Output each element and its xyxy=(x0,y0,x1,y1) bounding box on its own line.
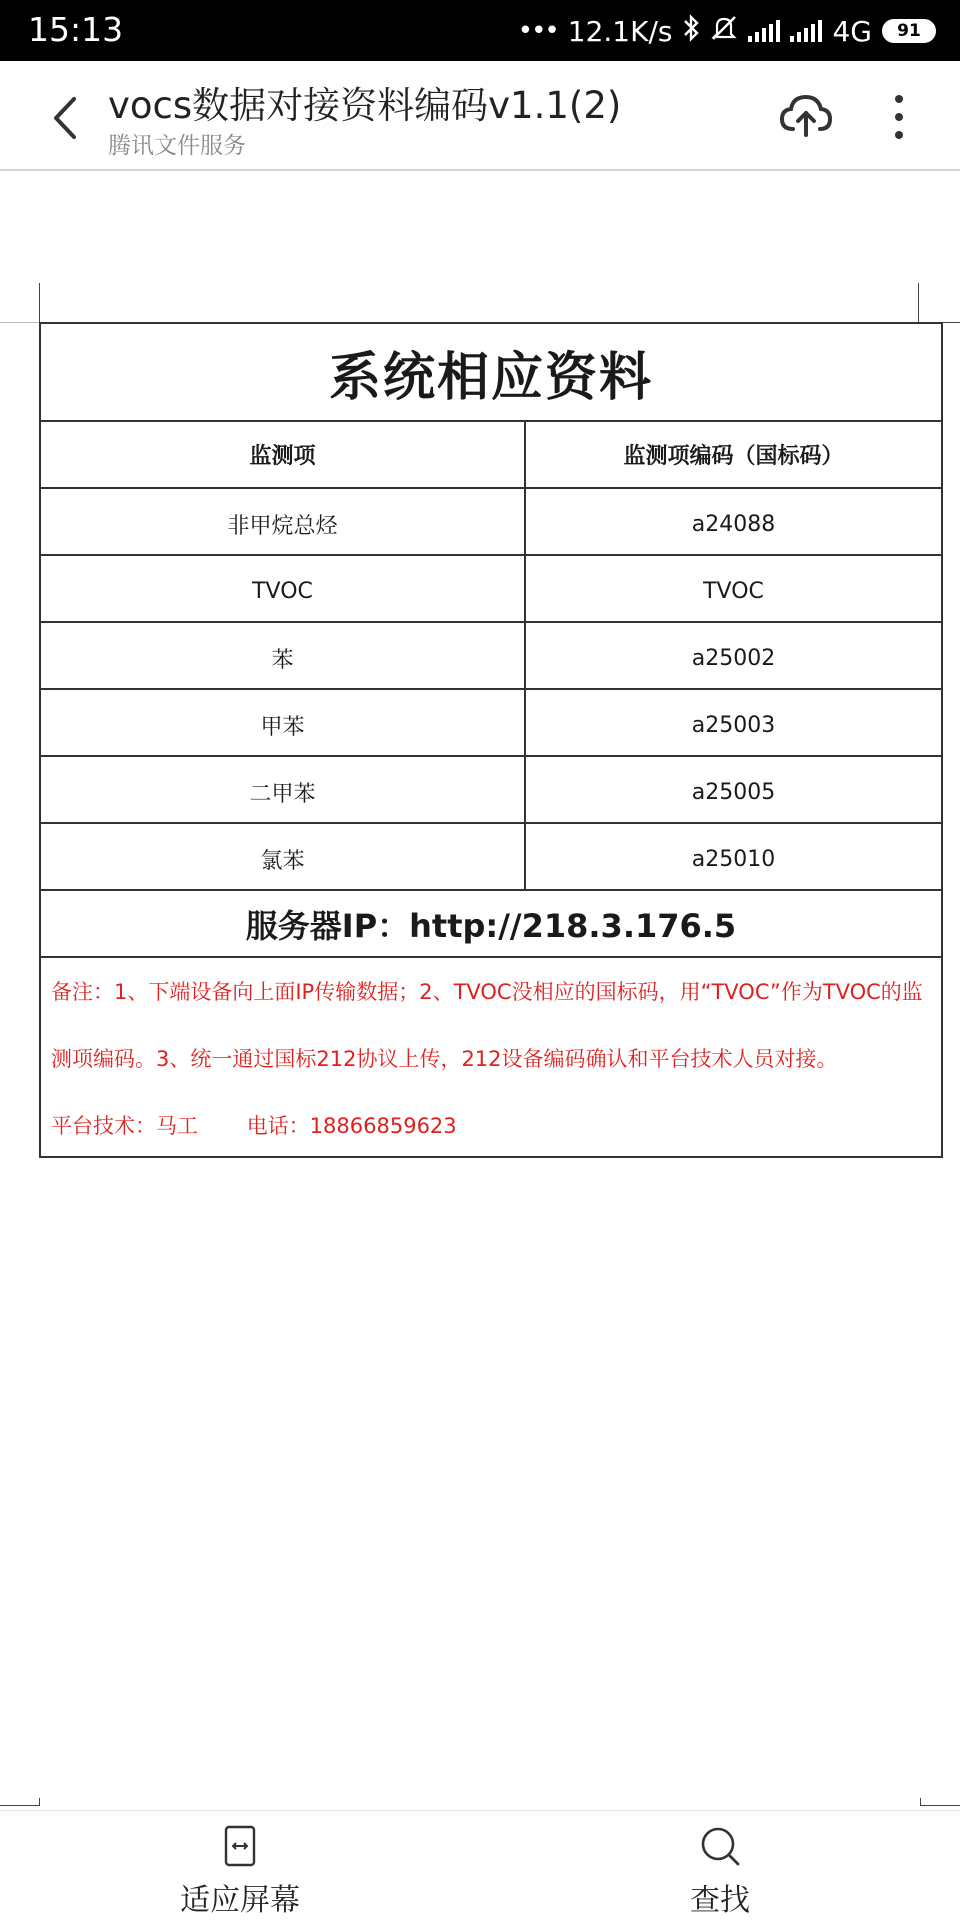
header-code: 监测项编码（国标码） xyxy=(525,421,942,488)
document-table xyxy=(39,322,943,1158)
signal-icon xyxy=(748,20,780,42)
network-type: 4G xyxy=(832,14,872,48)
row-item: 氯苯 xyxy=(40,823,525,890)
battery-icon: 91 xyxy=(882,19,936,43)
notes-row xyxy=(40,957,942,1157)
table-title-row xyxy=(40,323,942,421)
cloud-upload-icon[interactable] xyxy=(778,89,834,143)
page-edge-right xyxy=(918,283,919,323)
row-code: TVOC xyxy=(525,555,942,622)
row-code: a25005 xyxy=(525,756,942,823)
row-code: a25010 xyxy=(525,823,942,890)
contact-phone: 电话：18866859623 xyxy=(246,1114,457,1138)
table-row xyxy=(40,823,942,890)
table-title: 系统相应资料 xyxy=(40,323,942,421)
app-bar xyxy=(0,61,960,171)
row-code: a25002 xyxy=(525,622,942,689)
table-row xyxy=(40,689,942,756)
server-row xyxy=(40,890,942,957)
search-button[interactable] xyxy=(620,1811,820,1920)
search-icon xyxy=(699,1825,741,1867)
page-edge-top-left xyxy=(0,322,39,323)
document-title: vocs数据对接资料编码v1.1(2) xyxy=(108,84,622,127)
row-code: a24088 xyxy=(525,488,942,555)
more-vert-icon[interactable] xyxy=(884,91,914,143)
net-speed: 12.1K/s xyxy=(567,14,673,48)
mute-alarm-icon xyxy=(710,14,738,49)
status-dots: ••• xyxy=(517,16,558,46)
row-item: 甲苯 xyxy=(40,689,525,756)
fit-screen-button[interactable] xyxy=(140,1811,340,1920)
bottom-bar xyxy=(0,1810,960,1920)
status-time: 15:13 xyxy=(28,10,124,49)
table-row xyxy=(40,488,942,555)
row-item: TVOC xyxy=(40,555,525,622)
search-label: 查找 xyxy=(690,1883,750,1918)
server-ip: 服务器IP：http://218.3.176.5 xyxy=(40,890,942,957)
page-edge-bottom-right-v xyxy=(920,1798,921,1806)
row-code: a25003 xyxy=(525,689,942,756)
notes-cell xyxy=(40,957,942,1157)
signal-icon-2 xyxy=(790,20,822,42)
header-item: 监测项 xyxy=(40,421,525,488)
status-icons xyxy=(518,12,936,50)
contact-line xyxy=(51,1104,931,1148)
document-subtitle: 腾讯文件服务 xyxy=(108,133,246,159)
table-row xyxy=(40,756,942,823)
status-bar xyxy=(0,0,960,61)
back-arrow-icon[interactable] xyxy=(44,93,90,143)
fit-screen-icon xyxy=(224,1825,256,1867)
row-item: 二甲苯 xyxy=(40,756,525,823)
fit-screen-label: 适应屏幕 xyxy=(180,1883,300,1918)
notes-line-2: 测项编码。3、统一通过国标212协议上传，212设备编码确认和平台技术人员对接。 xyxy=(51,1047,838,1071)
table-header-row xyxy=(40,421,942,488)
page-edge-left xyxy=(39,283,40,323)
page-edge-bottom-left-v xyxy=(39,1798,40,1806)
bluetooth-icon xyxy=(682,14,700,49)
notes-line-1: 备注：1、下端设备向上面IP传输数据；2、TVOC没相应的国标码，用“TVOC”作为TVOC的监 xyxy=(51,980,923,1004)
table-row xyxy=(40,622,942,689)
page-edge-bottom-left xyxy=(0,1805,39,1806)
table-row xyxy=(40,555,942,622)
row-item: 非甲烷总烃 xyxy=(40,488,525,555)
page-edge-bottom-right xyxy=(920,1805,960,1806)
contact-name: 平台技术：马工 xyxy=(51,1114,198,1138)
row-item: 苯 xyxy=(40,622,525,689)
